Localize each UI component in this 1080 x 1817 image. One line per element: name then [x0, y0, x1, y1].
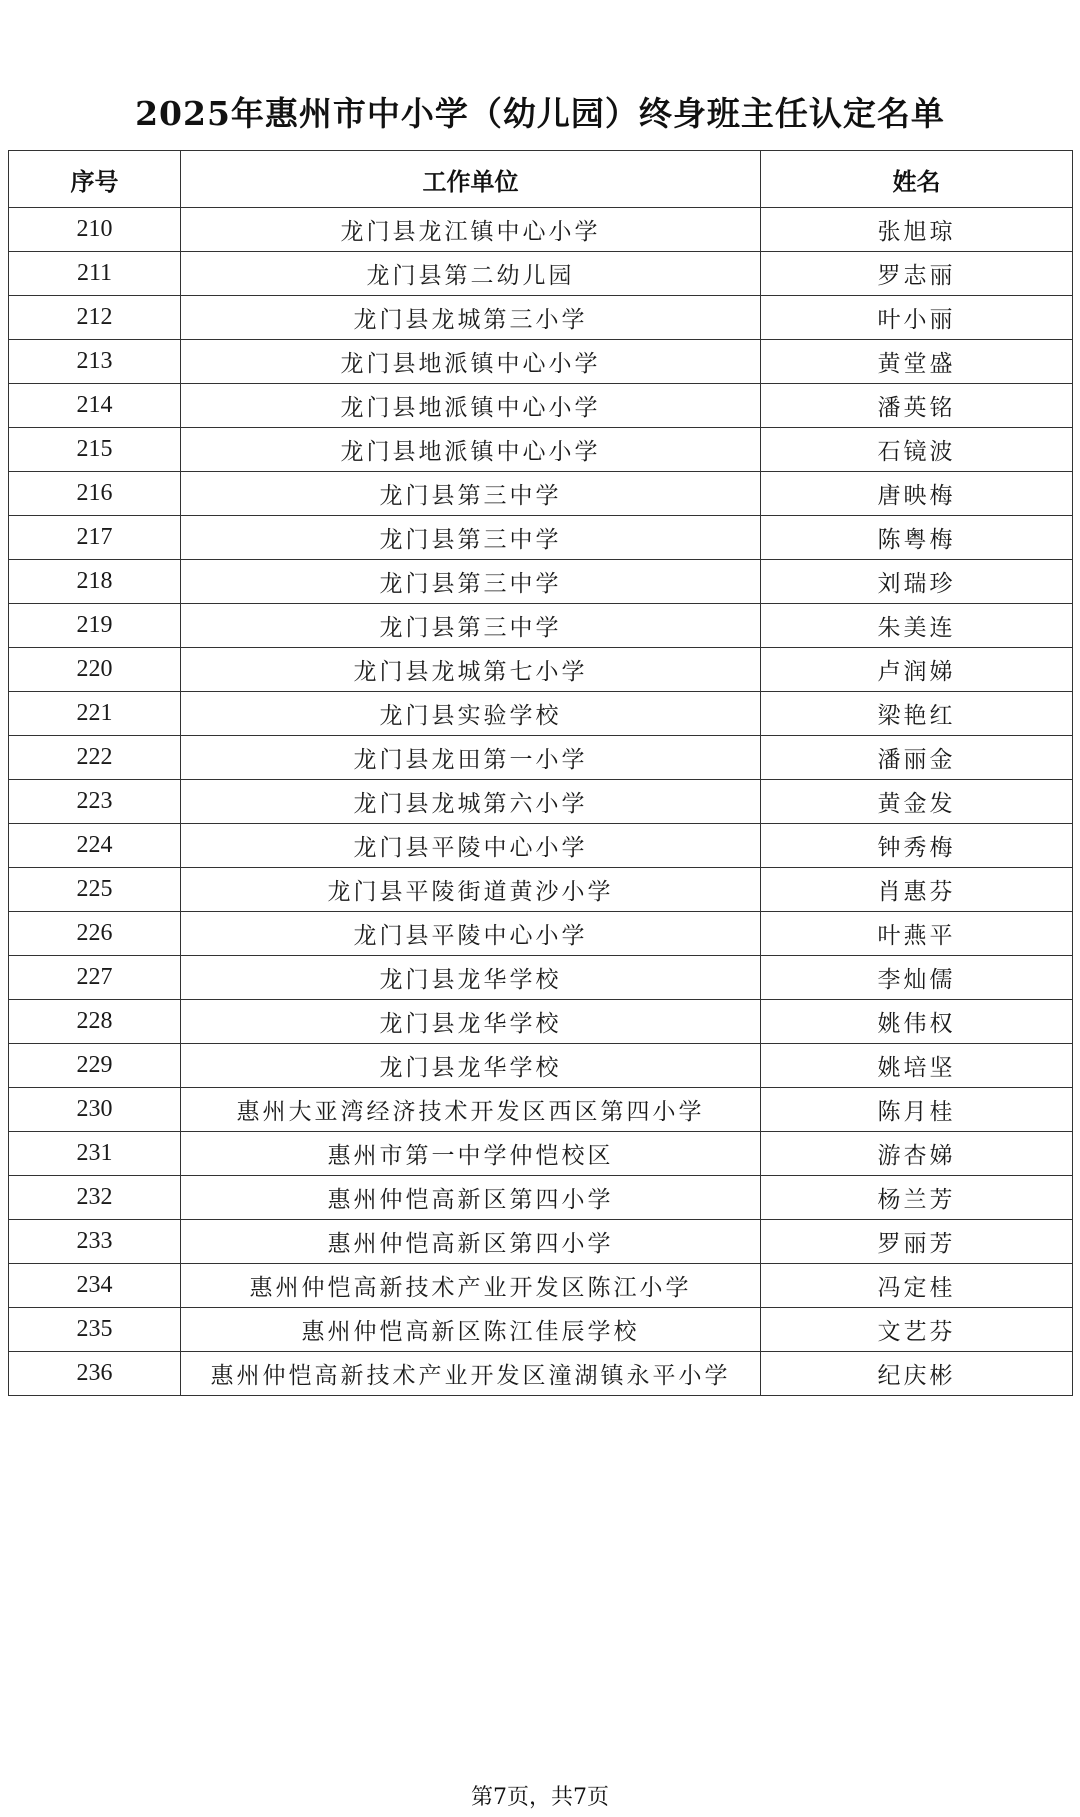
table-row	[9, 604, 1073, 648]
table-row	[9, 1176, 1073, 1220]
table-row	[9, 1220, 1073, 1264]
cell-name: 钟秀梅	[761, 824, 1073, 868]
cell-name: 潘丽金	[761, 736, 1073, 780]
cell-name: 杨兰芳	[761, 1176, 1073, 1220]
table-row	[9, 560, 1073, 604]
cell-serial-number: 232	[9, 1176, 181, 1220]
table-row	[9, 472, 1073, 516]
cell-work-unit: 龙门县地派镇中心小学	[181, 428, 761, 472]
cell-serial-number: 236	[9, 1352, 181, 1396]
cell-serial-number: 221	[9, 692, 181, 736]
cell-name: 纪庆彬	[761, 1352, 1073, 1396]
table-row	[9, 1308, 1073, 1352]
cell-serial-number: 231	[9, 1132, 181, 1176]
cell-work-unit: 龙门县龙华学校	[181, 956, 761, 1000]
cell-serial-number: 225	[9, 868, 181, 912]
cell-work-unit: 龙门县龙江镇中心小学	[181, 208, 761, 252]
table-row	[9, 296, 1073, 340]
table-row	[9, 648, 1073, 692]
cell-work-unit: 龙门县龙田第一小学	[181, 736, 761, 780]
table-row	[9, 208, 1073, 252]
cell-work-unit: 龙门县实验学校	[181, 692, 761, 736]
table-row	[9, 1352, 1073, 1396]
table-row	[9, 1000, 1073, 1044]
cell-work-unit: 龙门县龙华学校	[181, 1044, 761, 1088]
table-row	[9, 1132, 1073, 1176]
cell-name: 张旭琼	[761, 208, 1073, 252]
table-row	[9, 340, 1073, 384]
table-row	[9, 516, 1073, 560]
cell-name: 梁艳红	[761, 692, 1073, 736]
cell-name: 叶小丽	[761, 296, 1073, 340]
header-serial-number: 序号	[9, 151, 181, 208]
table-row	[9, 384, 1073, 428]
cell-name: 潘英铭	[761, 384, 1073, 428]
table-row	[9, 692, 1073, 736]
cell-serial-number: 222	[9, 736, 181, 780]
table-row	[9, 780, 1073, 824]
cell-work-unit: 龙门县第二幼儿园	[181, 252, 761, 296]
cell-name: 罗丽芳	[761, 1220, 1073, 1264]
table-body	[9, 208, 1073, 1396]
cell-serial-number: 212	[9, 296, 181, 340]
cell-serial-number: 216	[9, 472, 181, 516]
cell-name: 石镜波	[761, 428, 1073, 472]
cell-name: 李灿儒	[761, 956, 1073, 1000]
table-row	[9, 736, 1073, 780]
cell-name: 朱美连	[761, 604, 1073, 648]
cell-work-unit: 龙门县第三中学	[181, 560, 761, 604]
cell-work-unit: 龙门县第三中学	[181, 516, 761, 560]
cell-name: 卢润娣	[761, 648, 1073, 692]
table-row	[9, 1264, 1073, 1308]
cell-name: 黄金发	[761, 780, 1073, 824]
cell-serial-number: 235	[9, 1308, 181, 1352]
cell-serial-number: 228	[9, 1000, 181, 1044]
cell-serial-number: 215	[9, 428, 181, 472]
cell-serial-number: 226	[9, 912, 181, 956]
cell-work-unit: 惠州仲恺高新技术产业开发区潼湖镇永平小学	[181, 1352, 761, 1396]
cell-work-unit: 惠州市第一中学仲恺校区	[181, 1132, 761, 1176]
cell-work-unit: 龙门县龙城第三小学	[181, 296, 761, 340]
cell-serial-number: 219	[9, 604, 181, 648]
cell-name: 肖惠芬	[761, 868, 1073, 912]
page-number: 第7页，共7页	[471, 1785, 609, 1810]
cell-work-unit: 龙门县平陵中心小学	[181, 824, 761, 868]
cell-work-unit: 龙门县龙城第六小学	[181, 780, 761, 824]
cell-serial-number: 214	[9, 384, 181, 428]
cell-name: 姚培坚	[761, 1044, 1073, 1088]
table-header-row	[9, 151, 1073, 208]
table-row	[9, 1044, 1073, 1088]
cell-serial-number: 223	[9, 780, 181, 824]
cell-work-unit: 惠州仲恺高新区陈江佳辰学校	[181, 1308, 761, 1352]
cell-work-unit: 龙门县第三中学	[181, 604, 761, 648]
cell-work-unit: 龙门县第三中学	[181, 472, 761, 516]
cell-serial-number: 220	[9, 648, 181, 692]
cell-name: 唐映梅	[761, 472, 1073, 516]
cell-serial-number: 224	[9, 824, 181, 868]
cell-serial-number: 211	[9, 252, 181, 296]
table-row	[9, 1088, 1073, 1132]
cell-serial-number: 210	[9, 208, 181, 252]
cell-work-unit: 龙门县龙城第七小学	[181, 648, 761, 692]
table-row	[9, 912, 1073, 956]
header-name: 姓名	[761, 151, 1073, 208]
roster-table	[8, 150, 1073, 1396]
cell-name: 黄堂盛	[761, 340, 1073, 384]
cell-work-unit: 惠州仲恺高新区第四小学	[181, 1176, 761, 1220]
cell-work-unit: 龙门县平陵街道黄沙小学	[181, 868, 761, 912]
cell-name: 游杏娣	[761, 1132, 1073, 1176]
cell-name: 姚伟权	[761, 1000, 1073, 1044]
cell-name: 文艺芬	[761, 1308, 1073, 1352]
cell-name: 罗志丽	[761, 252, 1073, 296]
table-row	[9, 824, 1073, 868]
cell-serial-number: 217	[9, 516, 181, 560]
header-work-unit: 工作单位	[181, 151, 761, 208]
cell-work-unit: 龙门县龙华学校	[181, 1000, 761, 1044]
cell-name: 叶燕平	[761, 912, 1073, 956]
cell-work-unit: 龙门县平陵中心小学	[181, 912, 761, 956]
cell-name: 冯定桂	[761, 1264, 1073, 1308]
cell-name: 陈粤梅	[761, 516, 1073, 560]
table-row	[9, 956, 1073, 1000]
cell-work-unit: 惠州仲恺高新区第四小学	[181, 1220, 761, 1264]
cell-serial-number: 233	[9, 1220, 181, 1264]
cell-work-unit: 龙门县地派镇中心小学	[181, 340, 761, 384]
cell-serial-number: 229	[9, 1044, 181, 1088]
cell-serial-number: 213	[9, 340, 181, 384]
cell-work-unit: 龙门县地派镇中心小学	[181, 384, 761, 428]
table-row	[9, 428, 1073, 472]
page-title: 2025年惠州市中小学（幼儿园）终身班主任认定名单	[135, 94, 945, 133]
cell-serial-number: 234	[9, 1264, 181, 1308]
cell-work-unit: 惠州大亚湾经济技术开发区西区第四小学	[181, 1088, 761, 1132]
cell-serial-number: 218	[9, 560, 181, 604]
cell-work-unit: 惠州仲恺高新技术产业开发区陈江小学	[181, 1264, 761, 1308]
cell-serial-number: 227	[9, 956, 181, 1000]
table-row	[9, 252, 1073, 296]
table-row	[9, 868, 1073, 912]
cell-serial-number: 230	[9, 1088, 181, 1132]
cell-name: 刘瑞珍	[761, 560, 1073, 604]
cell-name: 陈月桂	[761, 1088, 1073, 1132]
